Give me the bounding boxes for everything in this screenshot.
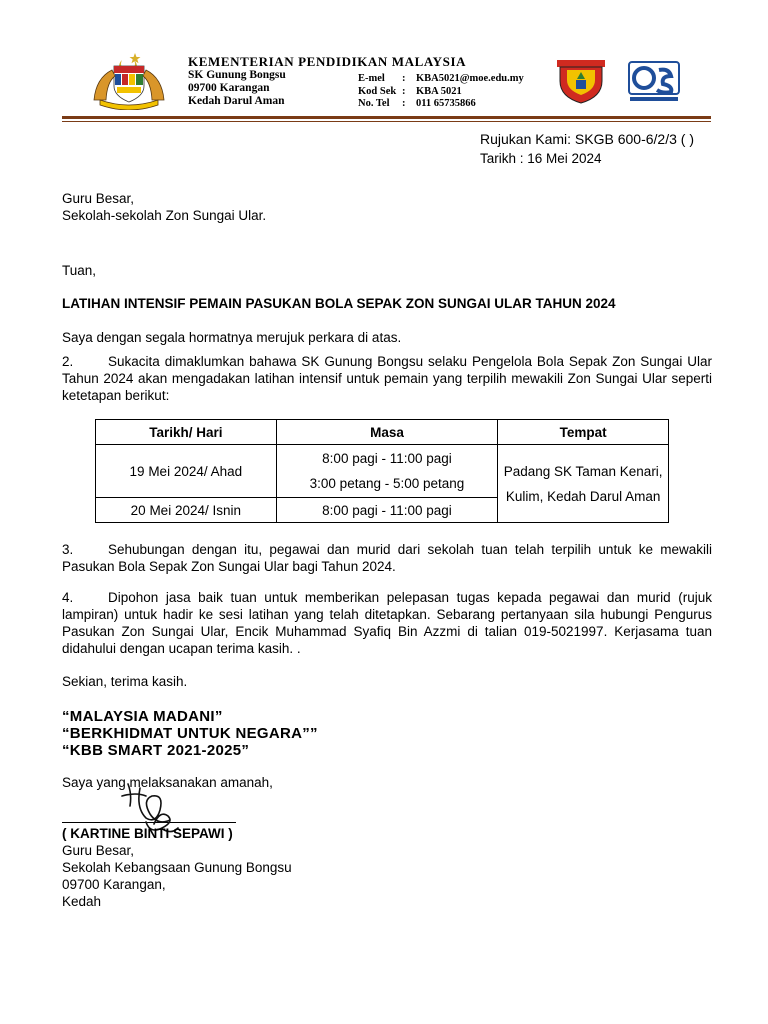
cell-time: 8:00 pagi - 11:00 pagi [276,498,498,523]
ministry-name: KEMENTERIAN PENDIDIKAN MALAYSIA [188,54,467,69]
contact-value: KBA5021@moe.edu.my [416,73,524,84]
letterhead-divider-thin [62,121,711,122]
school-postcode-town: 09700 Karangan [188,82,270,94]
cell-venue [498,445,669,523]
slogan-line: “KBB SMART 2021-2025” [62,742,250,759]
column-header-time: Masa [276,420,498,445]
table-row [96,445,669,498]
malaysia-coat-of-arms-icon [86,50,172,110]
contact-phone-row: No. Tel : 011 65735866 [358,98,476,109]
paragraph-2 [62,353,712,404]
paragraph-text: Dipohon jasa baik tuan untuk memberikan pelepasan tugas kepada pegawai dan murid (rujuk lampiran) untuk hadir ke sesi latihan yang telah ditetapkan. Sebarang pertanyaan sila hubungi Pengurus Pasukan Zon Sungai Ular, Encik Muhammad Syafiq Bin Azzmi di talian 019-5021997. Kerjasama tuan didahului dengan ucapan terima kasih. . [62,590,712,656]
salutation: Tuan, [62,263,97,278]
time-slot: 8:00 pagi - 11:00 pagi [322,451,452,466]
venue-line: Padang SK Taman Kenari, [503,463,663,479]
letterhead-divider [62,116,711,119]
paragraph-number: 3. [62,542,74,557]
signatory-name: ( KARTINE BINTI SEPAWI ) [62,826,233,841]
contact-label: E-mel [358,73,385,84]
paragraph-number: 4. [62,590,74,605]
contact-value: 011 65735866 [416,98,476,109]
contact-label: No. Tel [358,98,390,109]
slogan-line: “BERKHIDMAT UNTUK NEGARA”” [62,725,318,742]
paragraph-3 [62,541,712,575]
paragraph-4 [62,589,712,657]
signatory-state: Kedah [62,894,102,909]
kbb-smart-logo-icon [626,60,682,104]
school-crest-icon [555,58,607,104]
reference-number: Rujukan Kami: SKGB 600-6/2/3 ( ) [480,131,694,147]
cell-date: 19 Mei 2024/ Ahad [96,445,277,498]
slogan-block [62,708,318,759]
signatory-title: Guru Besar, [62,843,135,858]
intro-paragraph: Saya dengan segala hormatnya merujuk perkara di atas. [62,330,402,345]
paragraph-number: 2. [62,354,74,369]
paragraph-text: Sukacita dimaklumkan bahawa SK Gunung Bongsu selaku Pengelola Bola Sepak Zon Sungai Ular Tahun 2024 akan mengadakan latihan intensif untuk pemain yang terpilih mewakili Zon Sungai Ular seperti ketetapan berikut: [62,354,712,403]
contact-block [358,73,524,111]
training-schedule-table [95,419,669,523]
closing-line: Sekian, terima kasih. [62,674,188,689]
contact-value: KBA 5021 [416,85,462,97]
letter-date: Tarikh : 16 Mei 2024 [480,151,602,166]
contact-code-row: Kod Sek : KBA 5021 [358,85,462,97]
signatory-school: Sekolah Kebangsaan Gunung Bongsu [62,860,292,875]
recipient-schools: Sekolah-sekolah Zon Sungai Ular. [62,208,267,223]
cell-date: 20 Mei 2024/ Isnin [96,498,277,523]
column-header-date: Tarikh/ Hari [96,420,277,445]
contact-label: Kod Sek [358,85,397,97]
venue-line: Kulim, Kedah Darul Aman [505,488,661,504]
column-header-venue: Tempat [498,420,669,445]
paragraph-text: Sehubungan dengan itu, pegawai dan murid dari sekolah tuan telah terpilih untuk ke mewakili Pasukan Bola Sepak Zon Sungai Ular bagi Tahun 2024. [62,542,712,574]
table-header-row [96,420,669,445]
school-name: SK Gunung Bongsu [188,69,286,81]
sign-off: Saya yang melaksanakan amanah, [62,775,273,790]
time-slot: 3:00 petang - 5:00 petang [309,476,465,491]
recipient-title: Guru Besar, [62,191,135,206]
contact-email-row: E-mel : KBA5021@moe.edu.my [358,73,524,84]
cell-time [276,445,498,498]
school-state: Kedah Darul Aman [188,95,285,107]
slogan-line: “MALAYSIA MADANI” [62,708,223,725]
school-address-block [188,69,286,108]
signatory-address: 09700 Karangan, [62,877,166,892]
letter-subject: LATIHAN INTENSIF PEMAIN PASUKAN BOLA SEPAK ZON SUNGAI ULAR TAHUN 2024 [62,296,616,311]
